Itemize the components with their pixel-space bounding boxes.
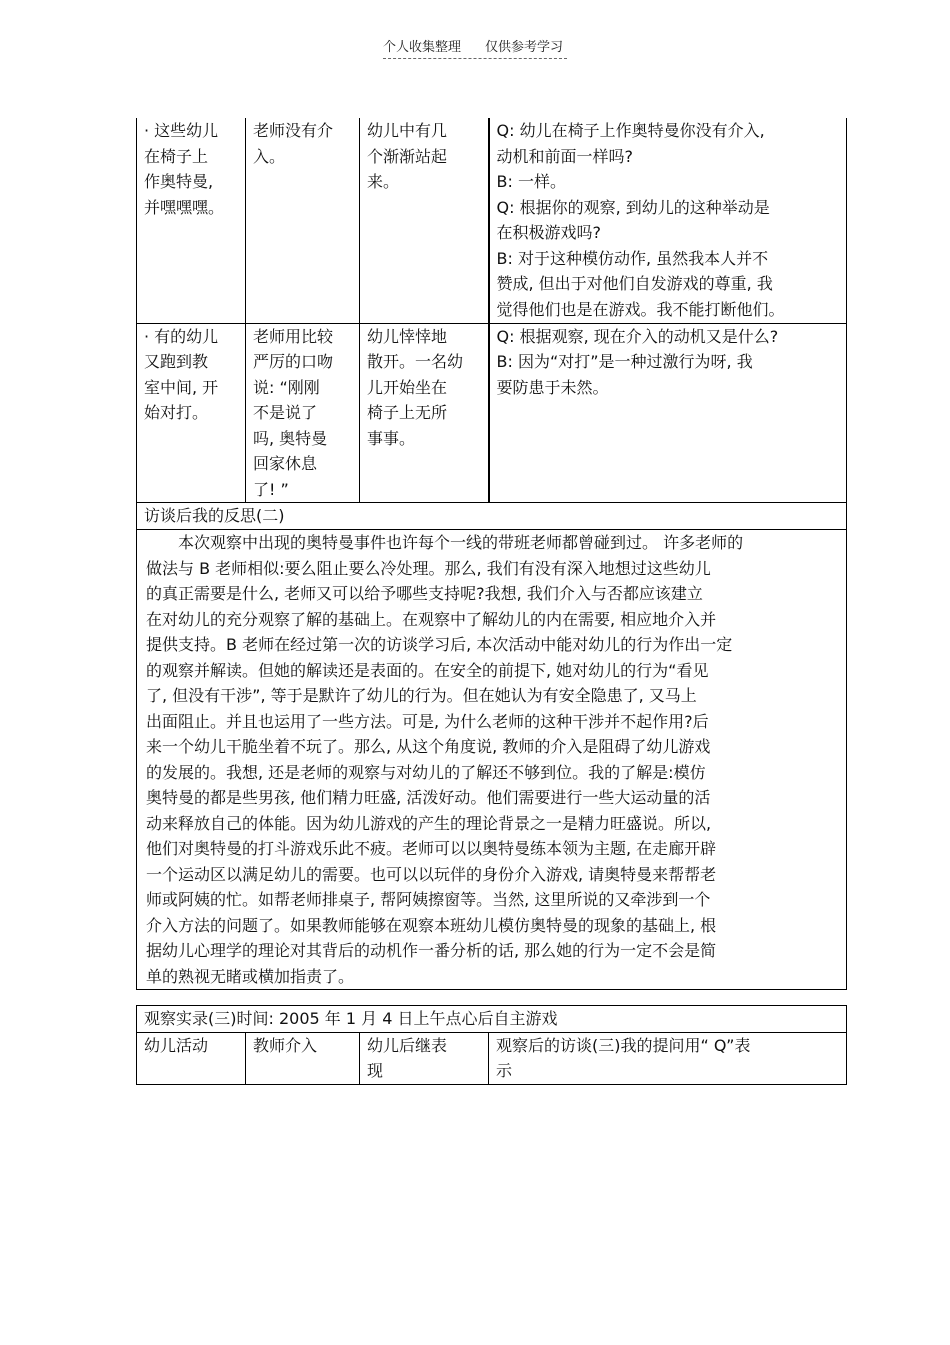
header-left: 个人收集整理 xyxy=(383,40,462,55)
reflection-body xyxy=(137,530,847,990)
page-header xyxy=(383,40,567,59)
interview-cell: Q: 根据观察, 现在介入的动机又是什么? B: 因为“对打”是一种过激行为呀, 我 要防患于未然。 xyxy=(489,323,847,503)
table-row xyxy=(137,1006,847,1033)
column-header-child-activity: 幼儿活动 xyxy=(137,1032,246,1084)
table-row xyxy=(137,503,847,530)
reflection-paragraph: 本次观察中出现的奥特曼事件也许每个一线的带班老师都曾碰到过。 许多老师的 做法与 B 老师相似:要么阻止要么冷处理。那么, 我们有没有深入地想过这些幼儿 的真正需要是什么, 老师又可以给予哪些支持呢?我想, 我们介入与否都应该建立 在对幼儿的充分观察了解的基础上。在观察中了解幼儿的内在需要, 相应地介入并 提供支持。B 老师在经过第一次的访谈学习后, 本次活动中能对幼儿的行为作出一定 的观察并解读。但她的解读还是表面的。在安全的前提下, 她对幼儿的行为“看见 了, 但没有干涉”, 等于是默许了幼儿的行为。但在她认为有安全隐患了, 又马上 出面阻止。并且也运用了一些方法。可是, 为什么老师的这种干涉并不起作用?后 来一个幼儿干脆坐着不玩了。那么, 从这个角度说, 教师的介入是阻碍了幼儿游戏 的发展的。我想, 还是老师的观察与对幼儿的了解还不够到位。我的了解是:模仿 奥特曼的都是些男孩, 他们精力旺盛, 活泼好动。他们需要进行一些大运动量的活 动来释放自己的体能。因为幼儿游戏的产生的理论背景之一是精力旺盛说。所以, 他们对奥特曼的打斗游戏乐此不疲。老师可以以奥特曼练本领为主题, 在走廊开辟 一个运动区以满足幼儿的需要。也可以以玩伴的身份介入游戏, 请奥特曼来帮帮老 师或阿姨的忙。如帮老师排桌子, 帮阿姨擦窗等。当然, 这里所说的又牵涉到一个 介入方法的问题了。如果教师能够在观察本班幼儿模仿奥特曼的现象的基础上, 根 据幼儿心理学的理论对其背后的动机作一番分析的话, 那么她的行为一定不会是简 单的熟视无睹或横加指责了。 xyxy=(146,533,744,986)
observation-3-title: 观察实录(三)时间: 2005 年 1 月 4 日上午点心后自主游戏 xyxy=(137,1006,847,1033)
teacher-intervention-cell: 老师用比较 严厉的口吻 说: “刚刚 不是说了 吗, 奥特曼 回家休息 了! ” xyxy=(246,323,360,503)
table-row xyxy=(137,118,847,323)
child-follow-up-cell: 幼儿悻悻地 散开。一名幼 儿开始坐在 椅子上无所 事事。 xyxy=(360,323,489,503)
child-activity-cell: · 这些幼儿 在椅子上 作奥特曼, 并嘿嘿嘿。 xyxy=(137,118,246,323)
teacher-intervention-cell: 老师没有介 入。 xyxy=(246,118,360,323)
table-row xyxy=(137,530,847,990)
child-activity-cell: · 有的幼儿 又跑到教 室中间, 开 始对打。 xyxy=(137,323,246,503)
reflection-title: 访谈后我的反思(二) xyxy=(137,503,847,530)
interview-cell: Q: 幼儿在椅子上作奥特曼你没有介入, 动机和前面一样吗? B: 一样。 Q: 根据你的观察, 到幼儿的这种举动是 在积极游戏吗? B: 对于这种模仿动作, 虽然我本人并不 赞成, 但出于对他们自发游戏的尊重, 我 觉得他们也是在游戏。我不能打断他们。 xyxy=(489,118,847,323)
observation-table-2 xyxy=(136,118,847,990)
column-header-child-follow-up: 幼儿后继表 现 xyxy=(360,1032,489,1084)
table-header-row xyxy=(137,1032,847,1084)
header-right: 仅供参考学习 xyxy=(485,40,564,55)
column-header-interview: 观察后的访谈(三)我的提问用“ Q”表 示 xyxy=(489,1032,847,1084)
column-header-teacher-intervention: 教师介入 xyxy=(246,1032,360,1084)
observation-table-3 xyxy=(136,1005,847,1085)
child-follow-up-cell: 幼儿中有几 个渐渐站起 来。 xyxy=(360,118,489,323)
table-row xyxy=(137,323,847,503)
